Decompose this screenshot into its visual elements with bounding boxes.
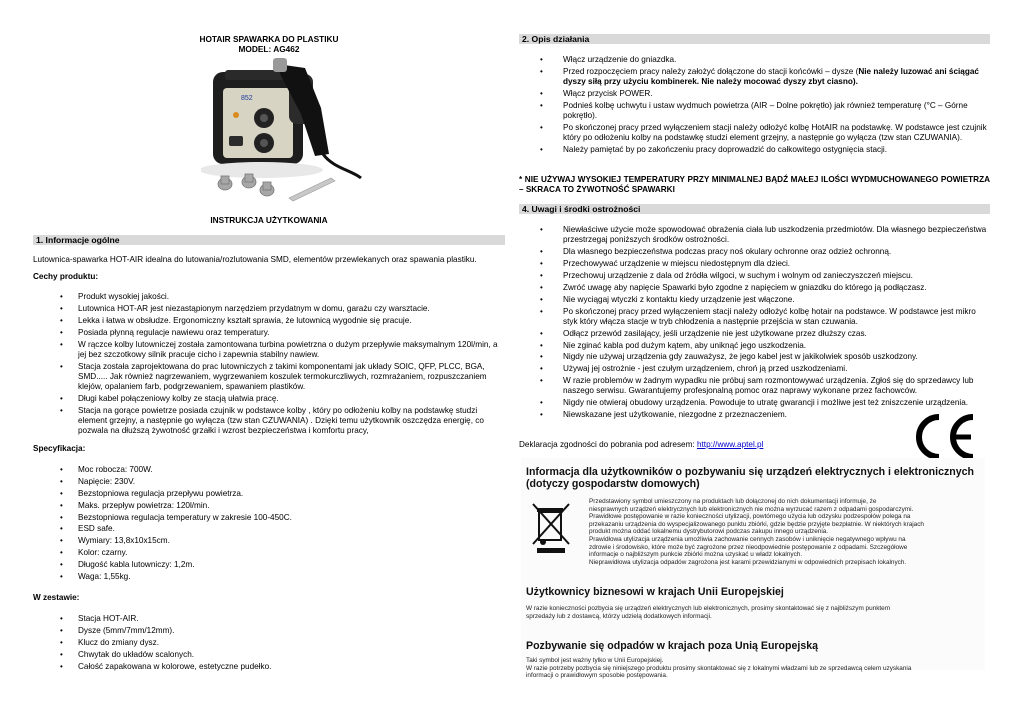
operation-step-text: Włącz przycisk POWER. xyxy=(563,88,653,98)
feature-item: • Długi kabel połączeniowy kolby ze stacją ułatwia pracę. xyxy=(33,394,505,404)
non-eu-body-line: Taki symbol jest ważny tylko w Unii Europejskiej. xyxy=(526,657,664,664)
ce-mark-logo xyxy=(909,412,977,462)
precautions-list xyxy=(519,225,990,422)
section-header-operation: 2. Opis działania xyxy=(519,34,990,44)
non-eu-body-line: informacji o prawidłowym sposobie postępowania. xyxy=(526,672,668,680)
package-contents-label: W zestawie: xyxy=(33,593,80,602)
business-body-line: sprzedaży lub z dostawcą, którzy udzielą dodatkowych informacji. xyxy=(526,612,712,620)
precaution-item: • Po skończonej pracy przed wyłączeniem stacji należy odłożyć kolbę hotair na podstawce. W podstawce jest mikro styk który włącza stacje w tryb chłodzenia a następnie przejścia w stan czuwania. xyxy=(519,307,990,327)
precaution-item: • Nigdy nie otwieraj obudowy urządzenia. Powoduje to utratę gwarancji i możliwe jest też zniszczenie urządzenia. xyxy=(519,398,990,408)
feature-item: • Lekka i łatwa w obsłudze. Ergonomiczny kształt sprawia, że lutownicą wygodnie się pracuje. xyxy=(33,316,505,326)
precaution-item: • Nie wyciągaj wtyczki z kontaktu kiedy urządzenie jest włączone. xyxy=(519,295,990,305)
section-header-general: 1. Informacje ogólne xyxy=(33,235,505,245)
crossed-bin-icon xyxy=(529,500,573,554)
precaution-item: • Niewłaściwe użycie może spowodować obrażenia ciała lub uszkodzenia przedmiotów. Dla własnego bezpieczeństwa przestrzegaj poniższych środków ostrożności. xyxy=(519,225,990,245)
precaution-item: • Niewskazane jest użytkowanie, niezgodne z przeznaczeniem. xyxy=(519,410,990,420)
spec-item: • Napięcie: 230V. xyxy=(33,477,505,487)
feature-item: • Stacja na gorące powietrze posiada czujnik w podstawce kolby , który po odłożeniu kolby na podstawkę studzi element grzejny, a następnie go wyłącza (tzw stan CZUWANIA) . Dzięki temu użytkownik oszczędza energię, co pozwala na dłuższą żywotność grzałki i wzrost bezpieczeństwa i komfortu pracy, xyxy=(33,406,505,437)
operation-step xyxy=(519,89,990,99)
package-contents-list xyxy=(33,614,505,673)
operation-step xyxy=(519,55,990,65)
feature-item: • Produkt wysokiej jakości. xyxy=(33,292,505,302)
feature-item: • Lutownica HOT-AR jest niezastąpionym narzędziem przydatnym w domu, garażu czy warsztacie. xyxy=(33,304,505,314)
precaution-item: • Przechowywać urządzenie w miejscu niedostępnym dla dzieci. xyxy=(519,259,990,269)
declaration-line xyxy=(519,440,763,450)
non-eu-body-line: W razie potrzeby pozbycia się niniejszego produktu prosimy skontaktować się z lokalnymi władzami lub ze sprzedawcą celem uzyskania xyxy=(526,664,912,672)
operation-step-bold-note: Nie należy luzować ani ściągać dyszy siłą przy użyciu kombinerek. Nie należy mocować dyszy zbyt ciasno). xyxy=(563,66,979,87)
weee-body-line: zdrowie i środowisko, które może być zagrożone przez nieodpowiednie postępowanie z odpadami. Szczegółowe xyxy=(589,543,908,551)
spec-item: • Waga: 1,55kg. xyxy=(33,572,505,582)
spec-item: • Maks. przepływ powietrza: 120l/min. xyxy=(33,501,505,511)
weee-body-line: Przedstawiony symbol umieszczony na produktach lub dołączonej do nich dokumentacji informuje, że xyxy=(589,498,877,505)
weee-body-line: produkt można oddać lokalnemu dystrybutorowi podczas zakupu innego urządzenia. xyxy=(589,528,829,536)
business-users-text xyxy=(526,605,982,620)
feature-item: • Posiada płynną regulacje nawiewu oraz temperatury. xyxy=(33,328,505,338)
spec-item: • Bezstopniowa regulacja temperatury w zakresie 100-450C. xyxy=(33,513,505,523)
operation-step xyxy=(519,145,990,155)
operation-step-text: Należy pamiętać by po zakończeniu pracy doprowadzić do całkowitego ostygnięcia stacji. xyxy=(563,145,888,155)
weee-subtitle: (dotyczy gospodarstw domowych) xyxy=(526,478,700,490)
weee-info-block xyxy=(521,458,985,680)
aptel-link[interactable]: http://www.aptel.pl xyxy=(696,440,764,449)
non-eu-title: Pozbywanie się odpadów w krajach poza Unią Europejską xyxy=(526,640,818,652)
weee-body-line: niesprawnych urządzeń elektrycznych lub elektronicznych nie można wyrzucać razem z odpadami gospodarczymi. xyxy=(589,505,914,513)
precaution-item: • Odłącz przewód zasilający, jeśli urządzenie nie jest użytkowane przez dłuższy czas. xyxy=(519,329,990,339)
model-label: MODEL: AG462 xyxy=(238,44,300,54)
feature-item: • Stacja została zaprojektowana do prac lutowniczych z takimi komponentami jak układy SOIC, QFP, PLCC, BGA, SMD..... Jak również nagrzewaniem, wygrzewaniem koszulek termokurczliwych, rozmrażaniem, rozpuszczaniem klejów, opalaniem farb, podgrzewaniem, spawaniem plastików. xyxy=(33,362,505,393)
operation-step xyxy=(519,123,990,143)
document-title: HOTAIR SPAWARKA DO PLASTIKU xyxy=(199,34,339,44)
precaution-item: • Nigdy nie używaj urządzenia gdy zauważysz, że jego kabel jest w jakikolwiek sposób uszkodzony. xyxy=(519,352,990,362)
weee-body-line: Prawidłowa utylizacja urządzenia umożliwia zachowanie cennych zasobów i uniknięcie negatywnego wpływu na xyxy=(589,535,906,543)
precaution-item: • W razie problemów w żadnym wypadku nie próbuj sam rozmontowywać urządzenia. Zgłoś się do sprzedawcy lub naszego serwisu. Gwarantujemy profesjonalną pomoc oraz naprawy wykonane przez fachowców. xyxy=(519,376,990,396)
non-eu-text xyxy=(526,657,982,680)
business-users-title: Użytkownicy biznesowi w krajach Unii Europejskiej xyxy=(526,586,784,598)
operation-step xyxy=(519,67,990,87)
spec-item: • Kolor: czarny. xyxy=(33,548,505,558)
weee-body-line: Nieprawidłowa utylizacja odpadów zagrożona jest karami przewidzianymi w odpowiednich przepisach lokalnych. xyxy=(589,558,907,566)
precaution-item: • Używaj jej ostrożnie - jest czułym urządzeniem, chroń ją przed uszkodzeniami. xyxy=(519,364,990,374)
panel-model-label: 852 xyxy=(241,95,253,102)
business-body-line: W razie konieczności pozbycia się urządzeń elektrycznych lub elektronicznych, prosimy skontaktować się z najbliższym punktem xyxy=(526,605,891,612)
section-header-precautions: 4. Uwagi i środki ostrożności xyxy=(519,204,990,214)
manual-subtitle: INSTRUKCJA UŻYTKOWANIA xyxy=(210,215,328,225)
precaution-item: • Nie zginać kabla pod dużym kątem, aby uniknąć jego uszkodzenia. xyxy=(519,341,990,351)
operation-step xyxy=(519,101,990,121)
spec-item: • ESD safe. xyxy=(33,524,505,534)
weee-body-text xyxy=(589,498,981,566)
operation-step-text: Przed rozpoczęciem pracy należy założyć dołączone do stacji końcówki – dysze ( xyxy=(563,66,859,76)
temperature-warning: * NIE UŻYWAJ WYSOKIEJ TEMPERATURY PRZY MINIMALNEJ BĄDŹ MAŁEJ ILOŚCI WYDMUCHOWANEGO POWIETRZA – SKRACA TO ŻYWOTNOŚĆ SPAWARKI xyxy=(519,175,990,195)
features-list xyxy=(33,292,505,438)
package-item: • Dysze (5mm/7mm/12mm). xyxy=(33,626,505,636)
spec-item: • Bezstopniowa regulacja przepływu powietrza. xyxy=(33,489,505,499)
intro-paragraph: Lutownica-spawarka HOT-AIR idealna do lutowania/rozlutowania SMD, elementów przewlekanych oraz spawania plastiku. xyxy=(33,255,477,264)
operation-list xyxy=(519,55,990,157)
spec-item: • Wymiary: 13,8x10x15cm. xyxy=(33,536,505,546)
precaution-item: • Zwróć uwagę aby napięcie Spawarki było zgodne z napięciem w gniazdku do którego ją podłączasz. xyxy=(519,283,990,293)
product-photo xyxy=(201,58,371,208)
weee-body-line: przekazaniu urządzenia do wyspecjalizowanego punktu zbiórki, gdzie będzie przyjęte bezpłatnie. W niektórych krajach xyxy=(589,520,924,528)
specification-list xyxy=(33,465,505,584)
package-item: • Stacja HOT-AIR. xyxy=(33,614,505,624)
declaration-text: Deklaracja zgodności do pobrania pod adresem: xyxy=(519,440,697,449)
operation-step-text: Po skończonej pracy przed wyłączeniem stacji należy odłożyć kolbę HotAIR na podstawkę. W podstawce jest czujnik który po odłożeniu kolby na podstawkę studzi element grzejny, a następnie go wyłącza (tzw stan CZUWANIA). xyxy=(563,122,987,143)
weee-body-line: Prawidłowe postępowanie w razie konieczności utylizacji, powtórnego użycia lub odzysku podzespołów polega na xyxy=(589,513,911,521)
package-item: • Chwytak do układów scalonych. xyxy=(33,650,505,660)
package-item: • Całość zapakowana w kolorowe, estetyczne pudełko. xyxy=(33,662,505,672)
package-item: • Klucz do zmiany dysz. xyxy=(33,638,505,648)
weee-body-line: informacje o najbliższym punkcie zbiórki można uzyskać u władz lokalnych. xyxy=(589,551,803,559)
precaution-item: • Dla własnego bezpieczeństwa podczas pracy noś okulary ochronne oraz odzież ochronną. xyxy=(519,247,990,257)
operation-step-text: Włącz urządzenie do gniazdka. xyxy=(563,55,677,64)
precaution-item: • Przechowuj urządzenie z dala od źródła wilgoci, w suchym i wolnym od zanieczyszczeń miejscu. xyxy=(519,271,990,281)
feature-item: • W rączce kolby lutowniczej została zamontowana turbina powietrzna o dużym przepływie maksymalnym 120l/min, a jej bez szczotkowy silnik pracuje cicho i zapewnia stabilny nawiew. xyxy=(33,340,505,360)
specification-label: Specyfikacja: xyxy=(33,444,86,453)
operation-step-text: Podnieś kolbę uchwytu i ustaw wydmuch powietrza (AIR – Dolne pokrętło) jak również temperaturę (°C – Górne pokrętło). xyxy=(563,100,968,121)
spec-item: • Długość kabla lutowniczy: 1,2m. xyxy=(33,560,505,570)
spec-item: • Moc robocza: 700W. xyxy=(33,465,505,475)
weee-title: Informacja dla użytkowników o pozbywaniu się urządzeń elektrycznych i elektronicznych xyxy=(526,466,974,478)
features-label: Cechy produktu: xyxy=(33,272,99,281)
